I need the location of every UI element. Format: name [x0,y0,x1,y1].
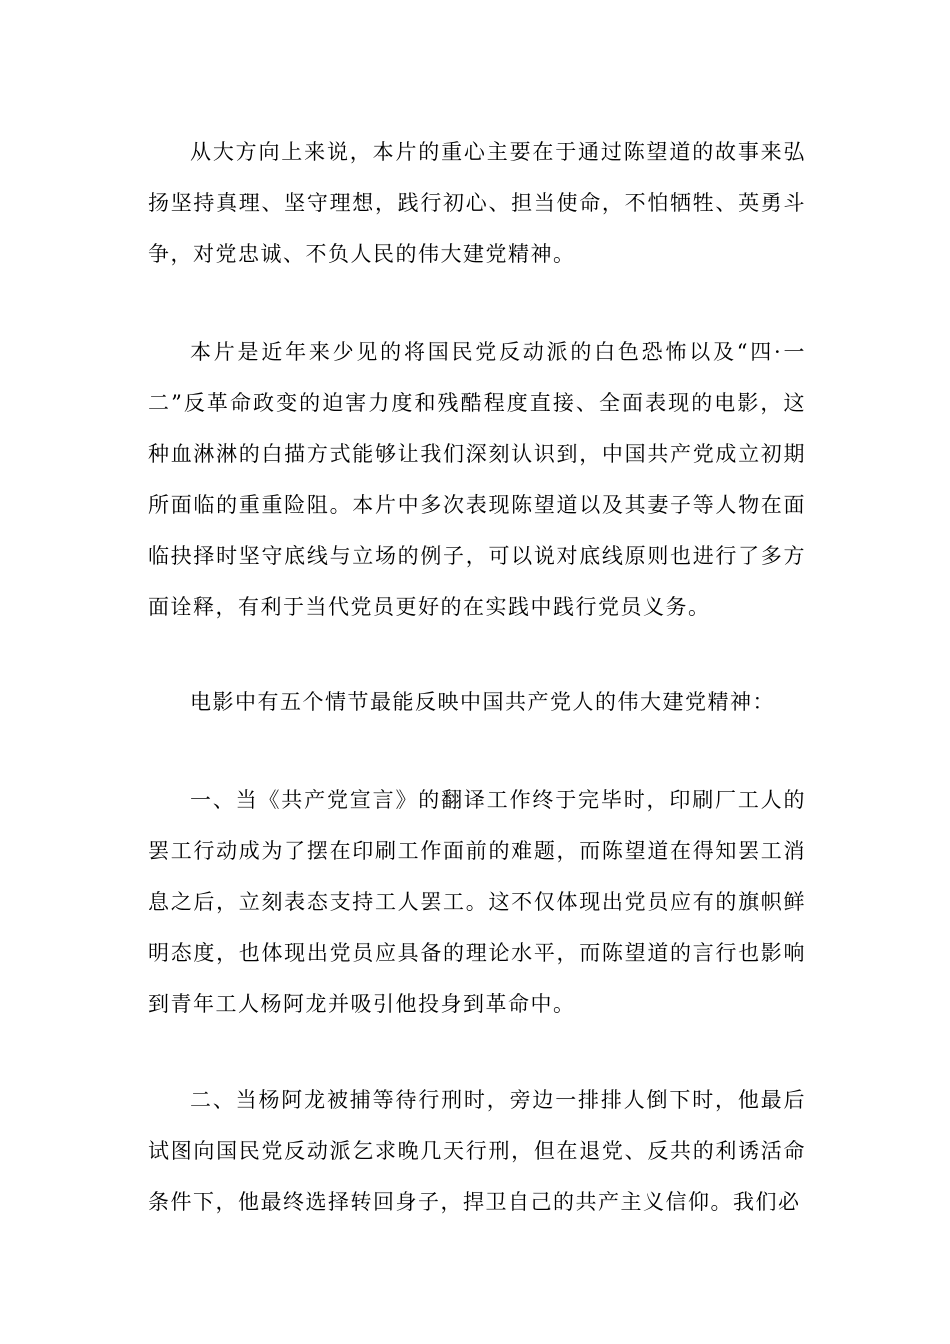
paragraph-overview: 从大方向上来说，本片的重心主要在于通过陈望道的故事来弘扬坚持真理、坚守理想，践行初心、担当使命，不怕牺牲、英勇斗争，对党忠诚、不负人民的伟大建党精神。 [148,140,806,266]
paragraph-plot-two: 二、当杨阿龙被捕等待行刑时，旁边一排排人倒下时，他最后试图向国民党反动派乞求晚几天行刑，但在退党、反共的利诱活命条件下，他最终选择转回身子，捍卫自己的共产主义信仰。我们必 [148,1088,806,1214]
paragraph-five-plots-intro: 电影中有五个情节最能反映中国共产党人的伟大建党精神： [190,690,775,714]
paragraph-plot-one: 一、当《共产党宣言》的翻译工作终于完毕时，印刷厂工人的罢工行动成为了摆在印刷工作面前的难题，而陈望道在得知罢工消息之后，立刻表态支持工人罢工。这不仅体现出党员应有的旗帜鲜明态度，也体现出党员应具备的理论水平，而陈望道的言行也影响到青年工人杨阿龙并吸引他投身到革命中。 [148,788,806,1016]
paragraph-white-terror: 本片是近年来少见的将国民党反动派的白色恐怖以及“四·一二”反革命政变的迫害力度和残酷程度直接、全面表现的电影，这种血淋淋的白描方式能够让我们深刻认识到，中国共产党成立初期所面临的重重险阻。本片中多次表现陈望道以及其妻子等人物在面临抉择时坚守底线与立场的例子，可以说对底线原则也进行了多方面诠释，有利于当代党员更好的在实践中践行党员义务。 [148,340,806,619]
